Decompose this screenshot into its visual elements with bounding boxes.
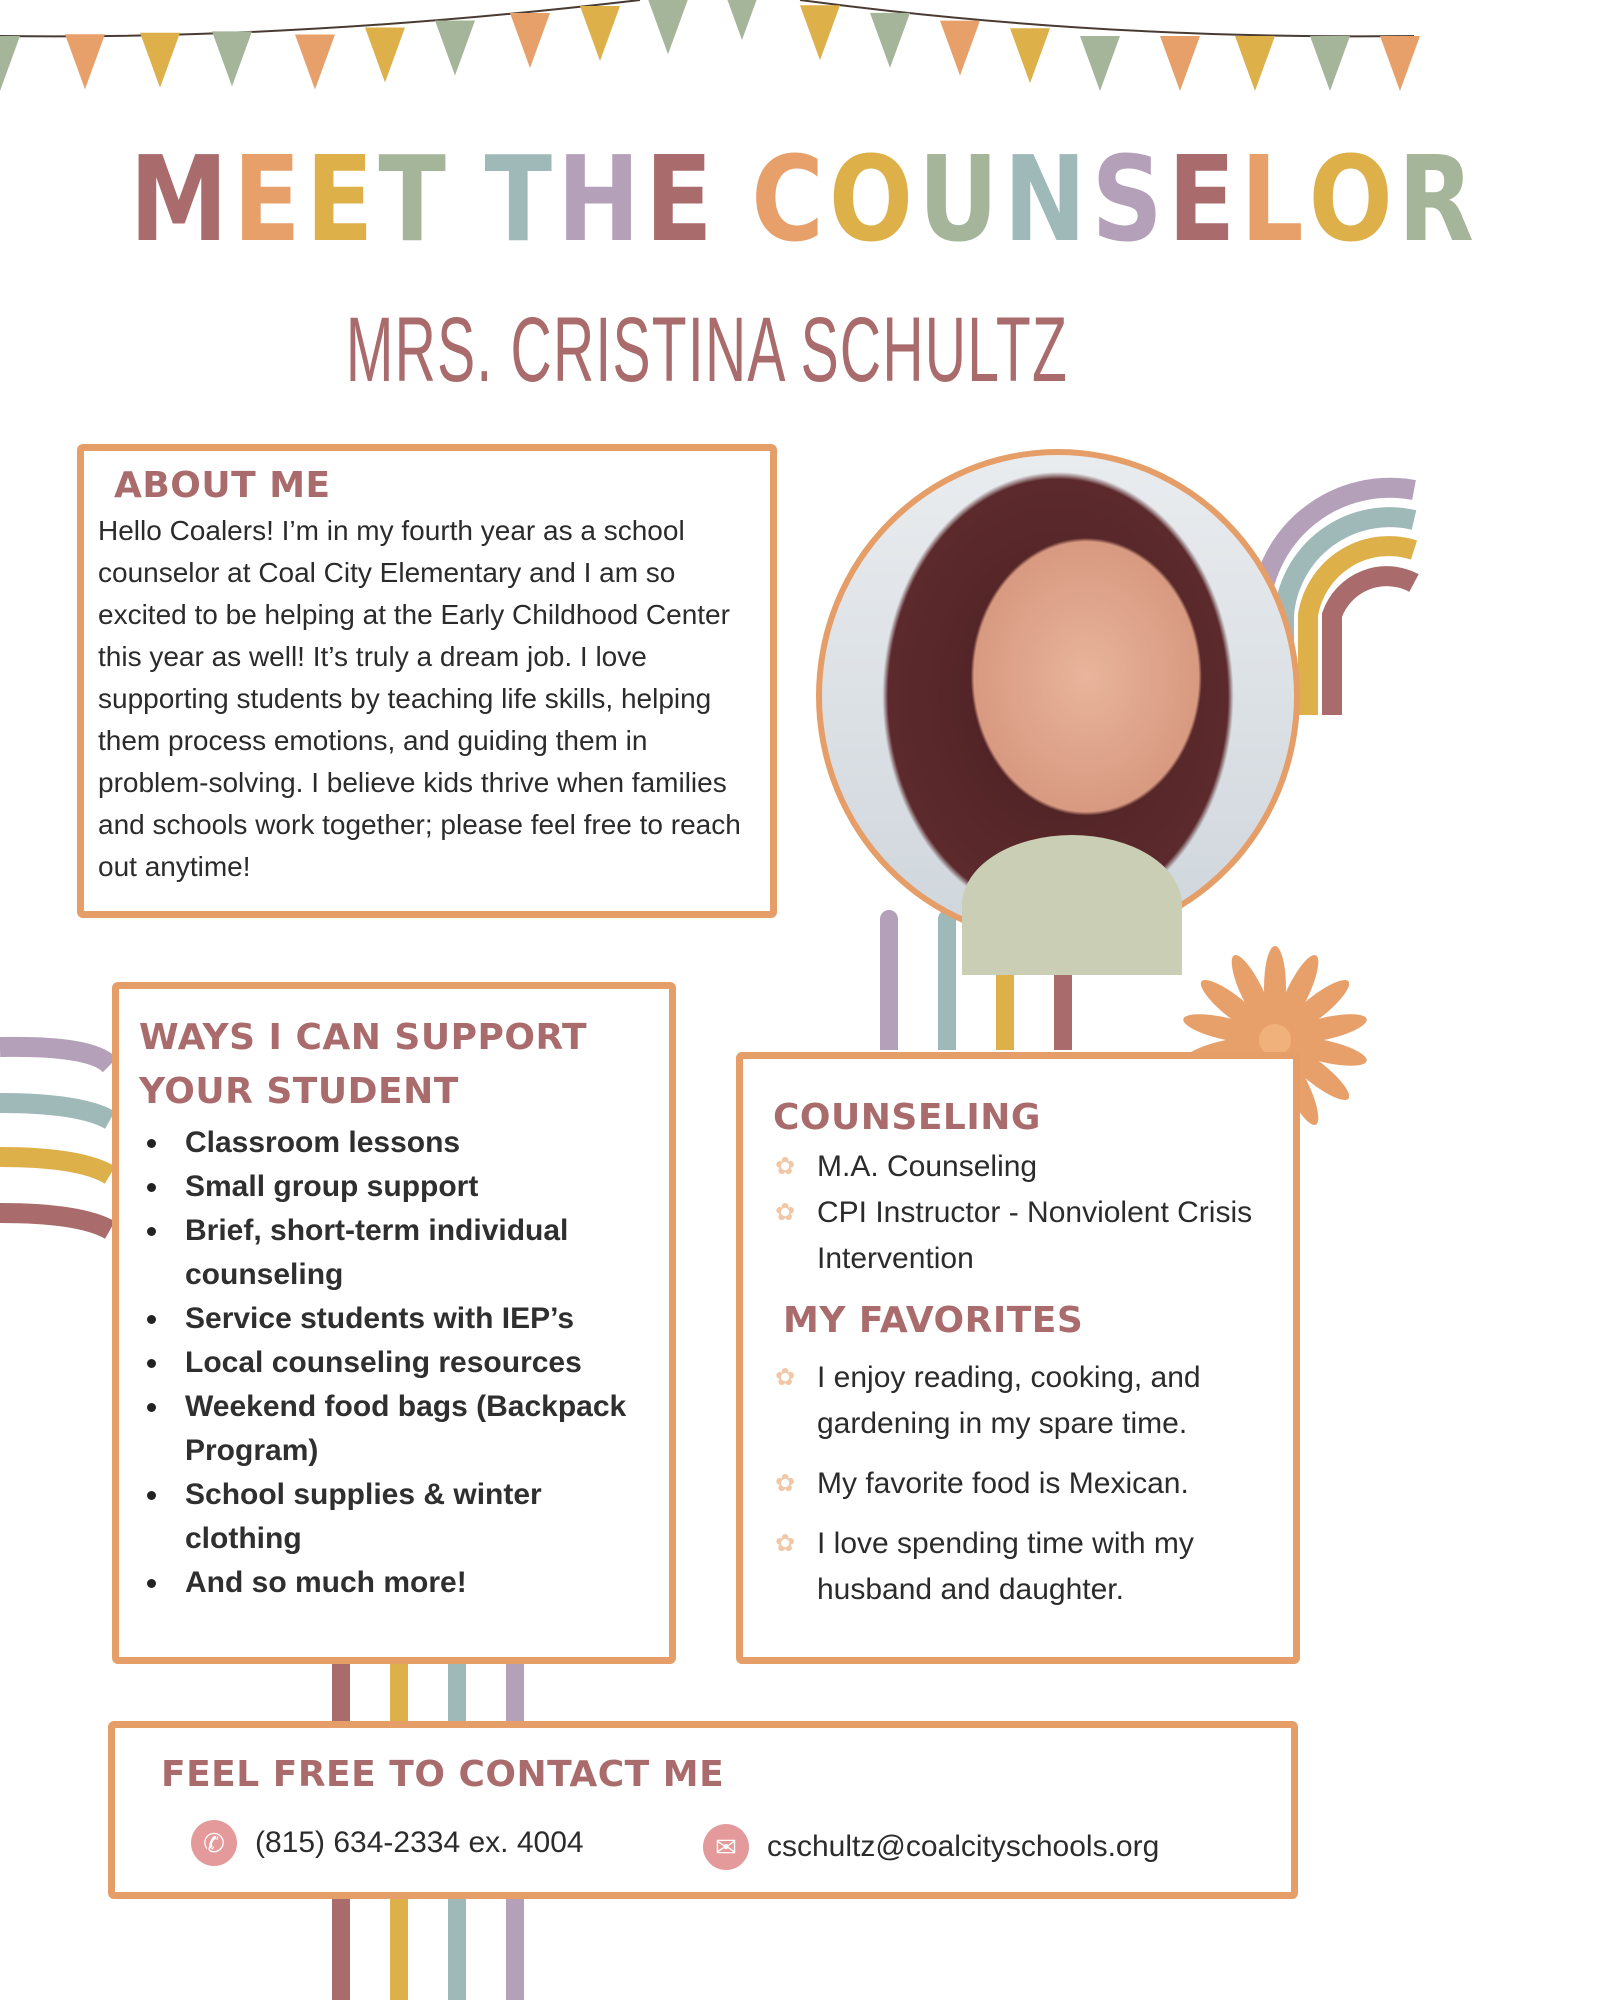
- support-list: [139, 1121, 651, 1605]
- list-item-text: School supplies & winter clothing: [185, 1478, 542, 1555]
- bunting-banner: [0, 0, 1414, 100]
- bunting-flag: [510, 13, 550, 68]
- list-item: [773, 1144, 1273, 1190]
- flower-bullet-icon: ✿: [775, 1199, 796, 1226]
- contact-heading: FEEL FREE TO CONTACT ME: [161, 1754, 725, 1795]
- flower-bullet-icon: ✿: [775, 1470, 796, 1497]
- about-heading: ABOUT ME: [114, 465, 331, 506]
- envelope-icon: ✉: [703, 1824, 749, 1870]
- flower-bullet-icon: ✿: [775, 1530, 796, 1557]
- list-item: [139, 1297, 651, 1341]
- stripe: [390, 1660, 408, 1730]
- title-letter: R: [1397, 130, 1480, 268]
- bunting-flag: [435, 21, 475, 76]
- bunting-flag: [0, 36, 20, 91]
- title-letter: U: [918, 130, 1004, 268]
- list-item: [139, 1209, 651, 1297]
- about-me-card: [77, 444, 777, 918]
- bunting-flag: [65, 34, 105, 89]
- bunting-flag: [648, 0, 688, 54]
- stripe: [332, 1660, 350, 1730]
- list-item-text: My favorite food is Mexican.: [817, 1467, 1189, 1500]
- stripe: [332, 1895, 350, 2000]
- list-item: [773, 1521, 1273, 1613]
- bunting-flag: [1080, 36, 1120, 91]
- title-letter: S: [1091, 130, 1168, 268]
- list-item-text: Classroom lessons: [185, 1126, 461, 1159]
- phone-icon: ✆: [191, 1820, 237, 1866]
- stripe: [506, 1660, 524, 1730]
- bunting-flag: [1160, 36, 1200, 91]
- about-body: Hello Coalers! I’m in my fourth year as a school counselor at Coal City Elementary and I am so excited to be helping at the Early Childhood Center this year as well! It’s truly a dream job. I love supporting students by teaching life skills, helping them process emotions, and guiding them in problem-solving. I believe kids thrive when families and schools work together; please feel free to reach out anytime!: [98, 515, 741, 882]
- list-item-text: Local counseling resources: [185, 1346, 582, 1379]
- list-item-text: Weekend food bags (Backpack Program): [185, 1390, 627, 1467]
- photo-shirt: [962, 835, 1182, 975]
- bunting-flag: [1235, 36, 1275, 91]
- counseling-heading: COUNSELING: [773, 1097, 1041, 1138]
- rainbow-decoration-left: [0, 1025, 110, 1255]
- bunting-flag: [870, 13, 910, 68]
- bunting-flag: [140, 33, 180, 88]
- list-item: [139, 1385, 651, 1473]
- list-item: [139, 1341, 651, 1385]
- stripe: [880, 910, 898, 1050]
- list-item: [139, 1561, 651, 1605]
- counselor-name: MRS. CRISTINA SCHULTZ: [345, 299, 1069, 401]
- flower-bullet-icon: ✿: [775, 1364, 796, 1391]
- counselor-photo: [816, 449, 1300, 943]
- bunting-flag: [580, 6, 620, 61]
- list-item-text: Brief, short-term individual counseling: [185, 1214, 569, 1291]
- list-item-text: CPI Instructor - Nonviolent Crisis Intervention: [817, 1196, 1253, 1275]
- support-heading: WAYS I CAN SUPPORT YOUR STUDENT: [139, 1017, 588, 1112]
- counseling-list: [773, 1144, 1273, 1282]
- stripe: [938, 910, 956, 1050]
- title-letter: C: [751, 130, 829, 268]
- favorites-list: [773, 1355, 1273, 1613]
- bunting-flag: [295, 35, 335, 90]
- title-letter: H: [557, 130, 645, 268]
- list-item-text: M.A. Counseling: [817, 1150, 1038, 1183]
- title-letter: E: [644, 130, 718, 268]
- phone-number: (815) 634-2334 ex. 4004: [255, 1826, 584, 1859]
- email-link[interactable]: [703, 1824, 1159, 1870]
- title-letter: O: [1308, 130, 1398, 268]
- bunting-flag: [212, 31, 252, 86]
- bunting-flag: [1380, 36, 1420, 91]
- list-item: [773, 1190, 1273, 1282]
- title-letter: N: [1003, 130, 1092, 268]
- contact-card: [108, 1721, 1298, 1899]
- support-card: [112, 982, 676, 1664]
- list-item-text: And so much more!: [185, 1566, 467, 1599]
- list-item-text: Service students with IEP’s: [185, 1302, 575, 1335]
- bunting-flag: [940, 21, 980, 76]
- bunting-flag: [800, 5, 840, 60]
- stripe: [506, 1895, 524, 2000]
- stripe: [390, 1895, 408, 2000]
- favorites-heading: MY FAVORITES: [783, 1300, 1084, 1341]
- list-item: [773, 1461, 1273, 1507]
- title-letter: E: [1167, 130, 1241, 268]
- bunting-flag: [1010, 28, 1050, 83]
- page-title: [0, 130, 1480, 268]
- list-item-text: I enjoy reading, cooking, and gardening in my spare time.: [817, 1361, 1201, 1440]
- bunting-flag: [722, 0, 762, 40]
- title-letter: L: [1240, 130, 1309, 268]
- bunting-flag: [365, 28, 405, 83]
- stripe: [448, 1660, 466, 1730]
- page-title-text: [129, 130, 1480, 268]
- phone-link[interactable]: [191, 1820, 584, 1866]
- credentials-card: [736, 1052, 1300, 1664]
- stripe: [448, 1895, 466, 2000]
- title-letter: E: [305, 130, 379, 268]
- title-letter: O: [828, 130, 919, 268]
- title-letter: M: [129, 130, 234, 268]
- list-item-text: I love spending time with my husband and daughter.: [817, 1527, 1194, 1606]
- title-letter: T: [484, 130, 558, 268]
- list-item: [139, 1473, 651, 1561]
- list-item-text: Small group support: [185, 1170, 479, 1203]
- title-letter: T: [378, 130, 451, 268]
- title-letter: E: [233, 130, 306, 268]
- list-item: [139, 1121, 651, 1165]
- flower-bullet-icon: ✿: [775, 1153, 796, 1180]
- list-item: [139, 1165, 651, 1209]
- list-item: [773, 1355, 1273, 1447]
- bunting-flag: [1310, 36, 1350, 91]
- email-address: cschultz@coalcityschools.org: [767, 1830, 1160, 1863]
